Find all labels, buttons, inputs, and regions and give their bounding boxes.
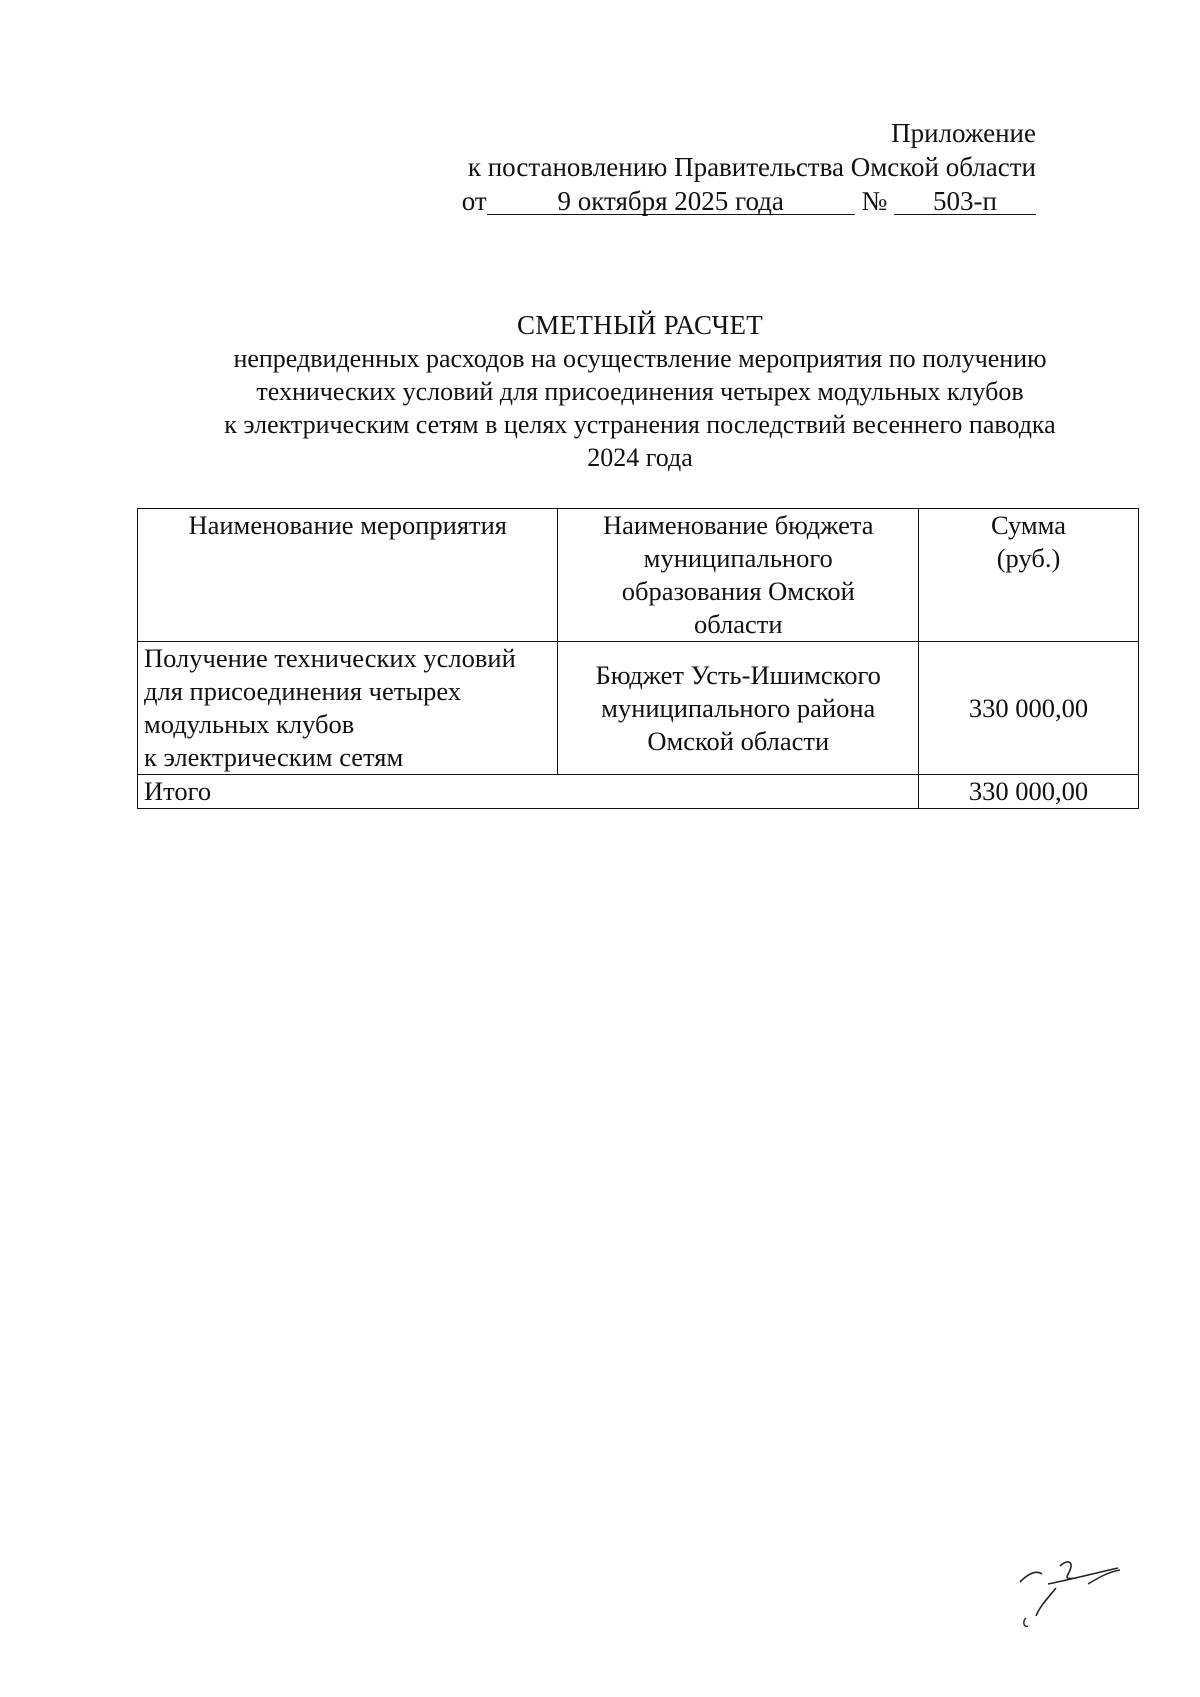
header-amount [919, 509, 1139, 642]
header-text: Наименование мероприятия [188, 510, 507, 540]
header-text: Наименование бюджета [602, 510, 874, 540]
subtitle-line: непредвиденных расходов на осуществление мероприятия по получению [233, 344, 1047, 373]
total-label: Итого [138, 775, 919, 809]
appendix-date-number [462, 184, 1036, 218]
table-row [138, 642, 1139, 775]
cell-text: Получение технических условий [144, 643, 516, 673]
cell-text: Омской области [647, 725, 830, 756]
header-text: области [693, 609, 783, 639]
cell-text: муниципального района [601, 692, 876, 723]
subtitle-line: технических условий для присоединения четырех модульных клубов [256, 377, 1024, 406]
document-title: СМЕТНЫЙ РАСЧЕТ [516, 310, 764, 340]
cell-activity [138, 642, 558, 775]
header-budget [558, 509, 919, 642]
total-amount: 330 000,00 [919, 775, 1139, 809]
cell-budget [558, 642, 919, 775]
cell-text: для присоединения четырех [144, 676, 462, 706]
cell-text: модульных клубов [144, 709, 355, 739]
estimate-table [137, 508, 1139, 809]
header-activity [138, 509, 558, 642]
resolution-number: 503-п [894, 184, 1036, 215]
table-total-row [138, 775, 1139, 809]
date-prefix: от [461, 186, 487, 216]
header-text: (руб.) [996, 543, 1061, 573]
handwritten-signature [1018, 1540, 1138, 1630]
subtitle-line: к электрическим сетям в целях устранения последствий весеннего паводка [224, 410, 1056, 439]
header-text: образования Омской [621, 576, 855, 606]
number-prefix: № [861, 186, 888, 216]
appendix-header [462, 116, 1036, 218]
appendix-title: Приложение [891, 118, 1036, 148]
resolution-date: 9 октября 2025 года [487, 184, 855, 215]
appendix-resolution: к постановлению Правительства Омской области [467, 152, 1036, 182]
cell-text: Бюджет Усть-Ишимского [595, 659, 881, 690]
table-header-row [138, 509, 1139, 642]
subtitle-line: 2024 года [587, 443, 693, 472]
header-text: муниципального [643, 543, 833, 573]
cell-text: к электрическим сетям [144, 742, 404, 772]
document-title-block [140, 309, 1140, 474]
cell-amount: 330 000,00 [919, 642, 1139, 775]
header-text: Сумма [990, 510, 1067, 540]
